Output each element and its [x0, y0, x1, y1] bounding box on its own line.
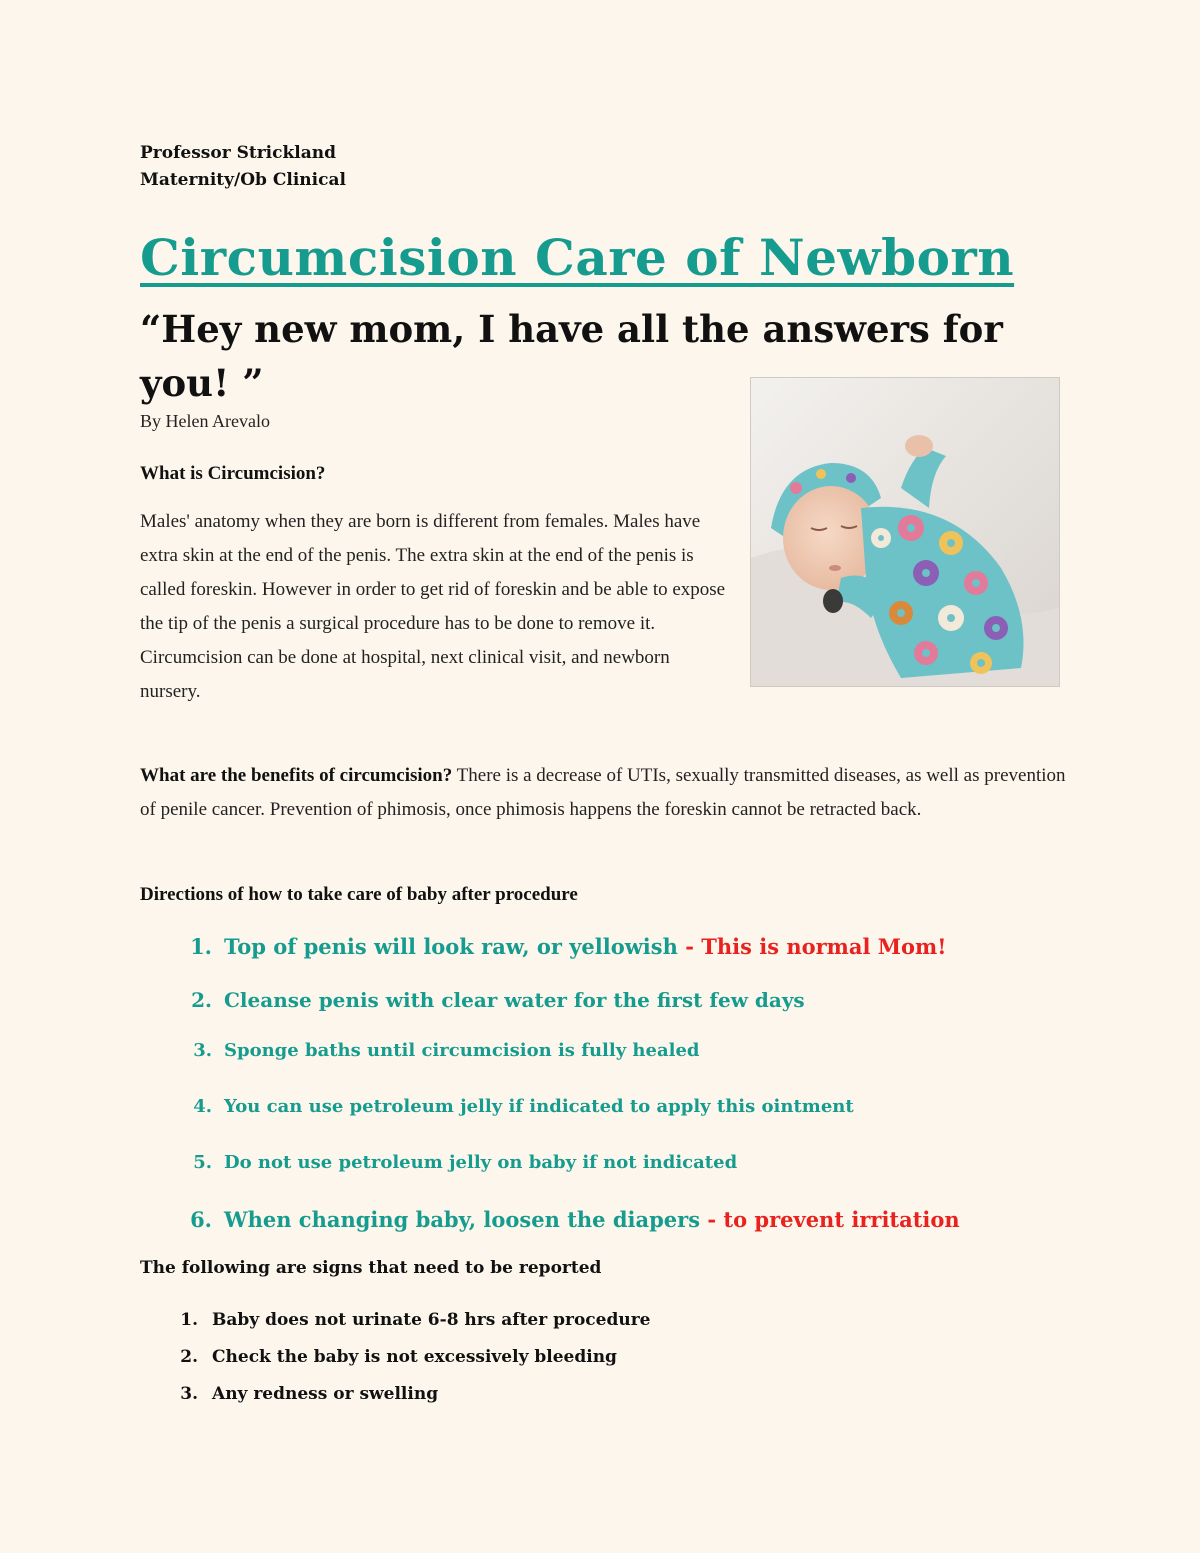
list-number: 2. — [191, 988, 212, 1012]
course-name: Maternity/Ob Clinical — [140, 170, 346, 190]
list-number: 1. — [190, 934, 212, 959]
list-number: 6. — [190, 1207, 212, 1232]
list-item — [140, 1207, 960, 1232]
directions-heading: Directions of how to take care of baby after procedure — [140, 884, 578, 905]
list-number: 4. — [193, 1096, 212, 1117]
page-subtitle: “Hey new mom, I have all the answers for you! ” — [140, 307, 1003, 405]
professor-name: Professor Strickland — [140, 143, 336, 163]
report-heading: The following are signs that need to be reported — [140, 1258, 602, 1278]
list-text: Do not use petroleum jelly on baby if not indicated — [224, 1152, 738, 1173]
list-number: 1. — [180, 1310, 198, 1330]
author-byline: By Helen Arevalo — [140, 411, 270, 431]
page-title: Circumcision Care of Newborn — [140, 228, 1015, 287]
list-text: Cleanse penis with clear water for the first few days — [224, 988, 805, 1012]
benefits-text: There is a decrease of UTIs, sexually transmitted diseases, as well as prevention of penile cancer. Prevention of phimosis, once phimosis happens the foreskin cannot be retracted back. — [140, 765, 1066, 820]
what-is-paragraph: Males' anatomy when they are born is different from females. Males have extra skin at the end of the penis. The extra skin at the end of the penis is called foreskin. However in order to get rid of foreskin and be able to expose the tip of the penis a surgical procedure has to be done to remove it. Circumcision can be done at hospital, next clinical visit, and newborn nursery. — [140, 511, 726, 702]
newborn-photo-illustration — [751, 378, 1059, 686]
list-number: 3. — [193, 1040, 212, 1061]
list-text: You can use petroleum jelly if indicated to apply this ointment — [224, 1096, 854, 1117]
list-text: Sponge baths until circumcision is fully healed — [224, 1040, 700, 1061]
list-item — [140, 1152, 737, 1173]
what-is-heading: What is Circumcision? — [140, 463, 326, 484]
list-item — [140, 1096, 854, 1117]
list-text: Any redness or swelling — [212, 1384, 439, 1404]
list-note: - to prevent irritation — [707, 1207, 960, 1232]
list-text: Top of penis will look raw, or yellowish — [224, 934, 678, 959]
benefits-heading: What are the benefits of circumcision? — [140, 765, 453, 786]
list-number: 2. — [180, 1347, 198, 1367]
list-text: Baby does not urinate 6-8 hrs after procedure — [212, 1310, 651, 1330]
list-item — [140, 988, 805, 1012]
list-item — [140, 1347, 617, 1367]
list-text: When changing baby, loosen the diapers — [224, 1207, 701, 1232]
list-item — [140, 1040, 700, 1061]
list-number: 5. — [193, 1152, 212, 1173]
newborn-photo — [750, 377, 1060, 687]
list-item — [140, 1384, 438, 1404]
list-item — [140, 934, 947, 959]
list-number: 3. — [180, 1384, 198, 1404]
list-text: Check the baby is not excessively bleeding — [212, 1347, 617, 1367]
list-item — [140, 1310, 650, 1330]
benefits-paragraph — [140, 759, 1070, 827]
list-note: - This is normal Mom! — [685, 934, 947, 959]
